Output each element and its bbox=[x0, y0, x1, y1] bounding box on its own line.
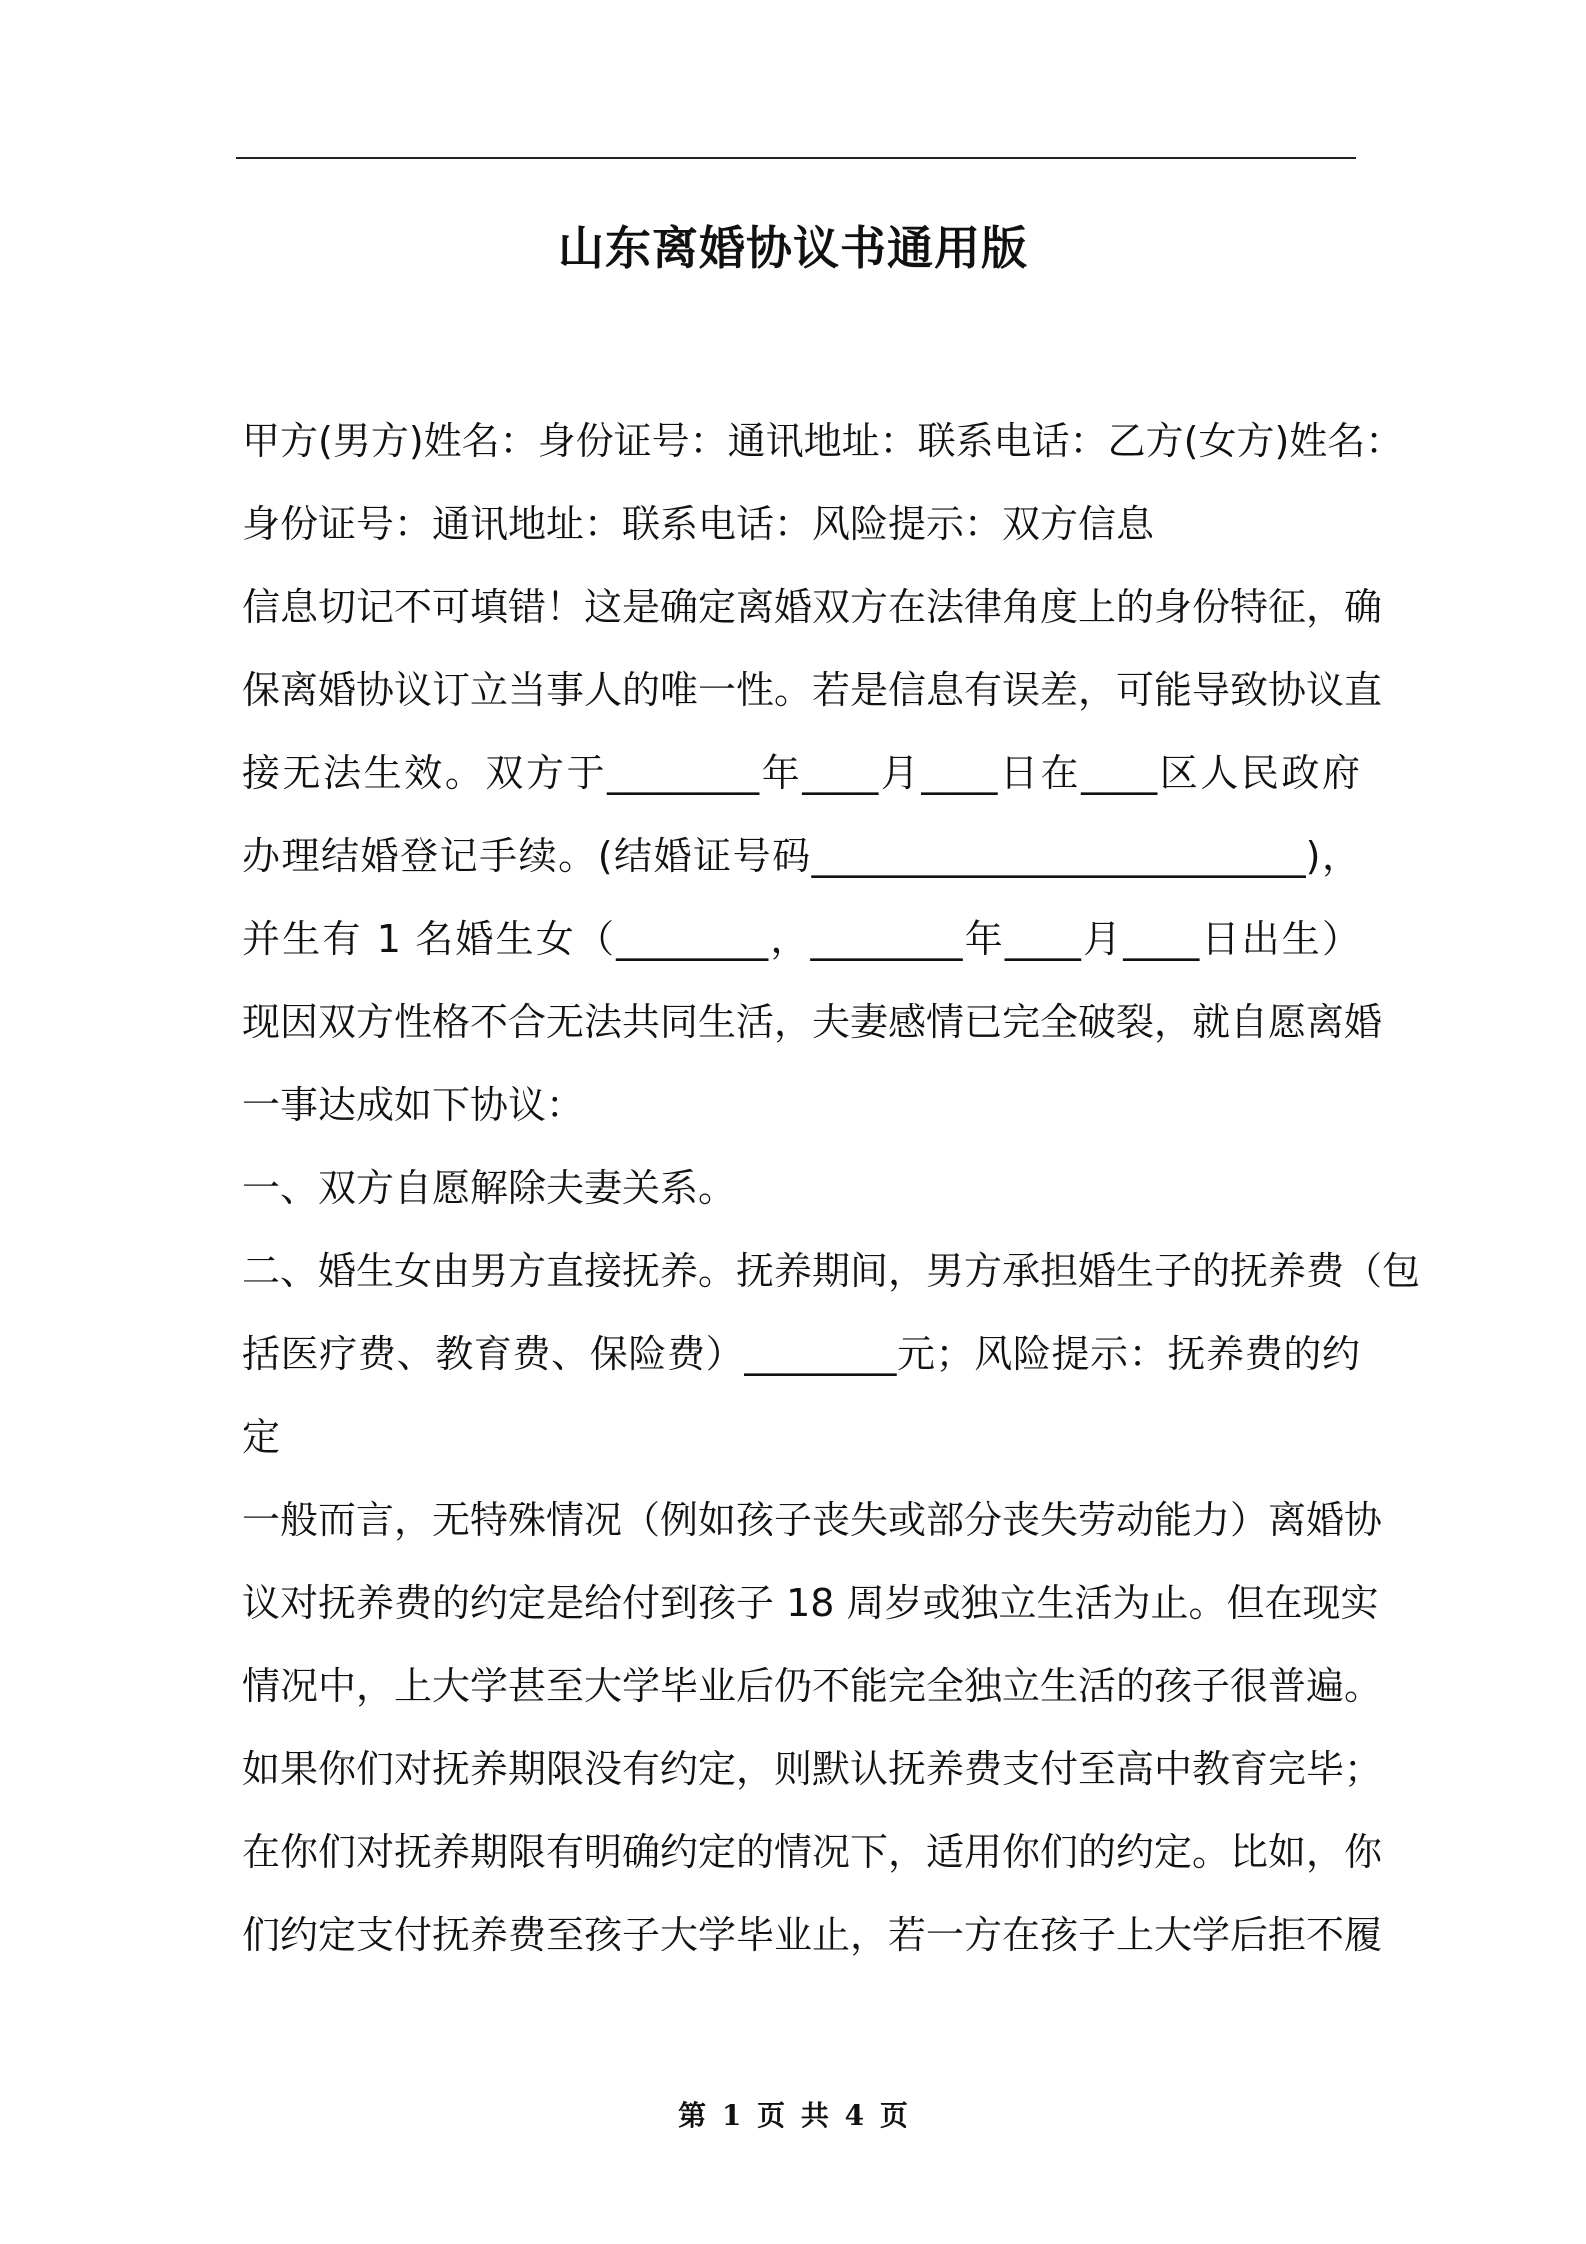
body-line: 在你们对抚养期限有明确约定的情况下，适用你们的约定。比如，你 bbox=[242, 1830, 1383, 1874]
body-line: 现因双方性格不合无法共同生活，夫妻感情已完全破裂，就自愿离婚 bbox=[242, 1000, 1383, 1044]
body-line: 一、双方自愿解除夫妻关系。 bbox=[242, 1166, 737, 1210]
body-line: 并生有 1 名婚生女（________，________年____月____日出生） bbox=[242, 917, 1360, 961]
document-title: 山东离婚协议书通用版 bbox=[558, 221, 1028, 275]
body-line: 信息切记不可填错！这是确定离婚双方在法律角度上的身份特征，确 bbox=[242, 585, 1383, 629]
body-line: 身份证号：通讯地址：联系电话：风险提示：双方信息 bbox=[242, 502, 1155, 546]
body-line: 一事达成如下协议： bbox=[242, 1083, 585, 1127]
body-line: 接无法生效。双方于________年____月____日在____区人民政府 bbox=[242, 751, 1360, 795]
body-line: 们约定支付抚养费至孩子大学毕业止，若一方在孩子上大学后拒不履 bbox=[242, 1913, 1383, 1957]
document-body bbox=[242, 400, 1421, 1977]
body-line: 甲方(男方)姓名：身份证号：通讯地址：联系电话：乙方(女方)姓名： bbox=[242, 419, 1404, 463]
body-line: 括医疗费、教育费、保险费）________元；风险提示：抚养费的约 bbox=[242, 1332, 1360, 1376]
body-line: 定 bbox=[242, 1415, 281, 1459]
body-line: 二、婚生女由男方直接抚养。抚养期间，男方承担婚生子的抚养费（包 bbox=[242, 1249, 1421, 1293]
body-line: 议对抚养费的约定是给付到孩子 18 周岁或独立生活为止。但在现实 bbox=[242, 1581, 1379, 1625]
body-line: 保离婚协议订立当事人的唯一性。若是信息有误差，可能导致协议直 bbox=[242, 668, 1383, 712]
body-line: 办理结婚登记手续。(结婚证号码__________________________)， bbox=[242, 834, 1360, 878]
body-line: 情况中，上大学甚至大学毕业后仍不能完全独立生活的孩子很普遍。 bbox=[242, 1664, 1383, 1708]
header-rule bbox=[236, 157, 1356, 159]
body-line: 如果你们对抚养期限没有约定，则默认抚养费支付至高中教育完毕； bbox=[242, 1747, 1383, 1791]
page-number: 第 1 页 共 4 页 bbox=[678, 2099, 908, 2132]
body-line: 一般而言，无特殊情况（例如孩子丧失或部分丧失劳动能力）离婚协 bbox=[242, 1498, 1383, 1542]
